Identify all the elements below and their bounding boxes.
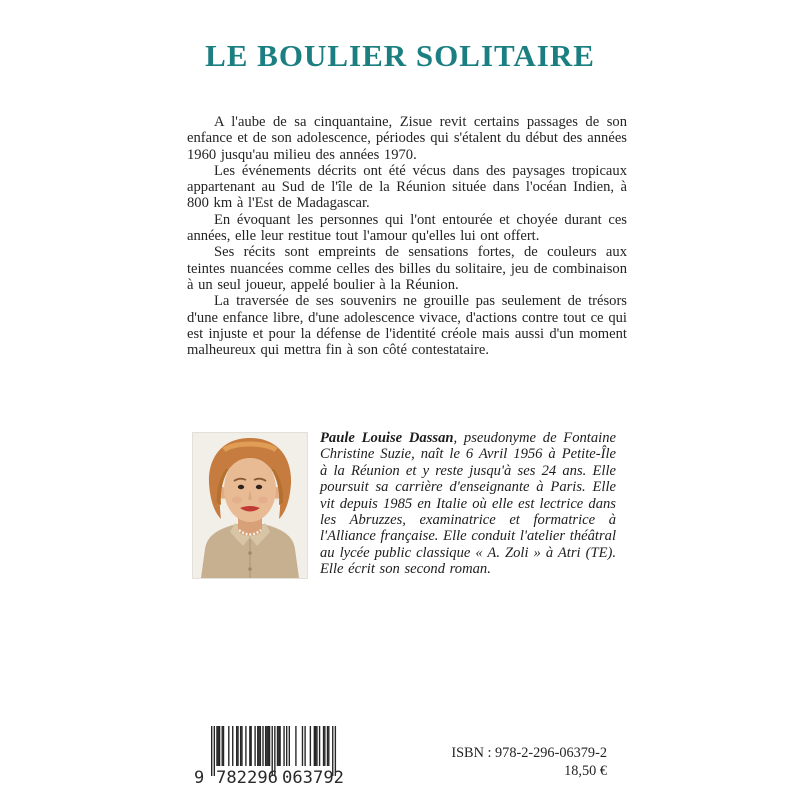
author-name: Paule Louise Dassan — [320, 430, 454, 446]
synopsis — [187, 114, 627, 358]
barcode-digit-first: 9 — [194, 768, 205, 786]
barcode — [194, 726, 364, 791]
book-title: LE BOULIER SOLITAIRE — [205, 38, 595, 73]
synopsis-paragraph: A l'aube de sa cinquantaine, Zisue revit certains passages de son enfance et de son adolescence, périodes qui s'étalent du début des années 1960 jusqu'au milieu des années 1970. — [187, 114, 627, 163]
isbn-block — [451, 745, 607, 780]
barcode-svg — [194, 726, 364, 786]
isbn-number: ISBN : 978-2-296-06379-2 — [451, 745, 607, 761]
synopsis-paragraph: En évoquant les personnes qui l'ont entourée et choyée durant ces années, elle leur restitue tout l'amour qu'elles lui ont offert. — [187, 211, 627, 245]
author-bio-text: , pseudonyme de Fontaine Christine Suzie, naît le 6 Avril 1956 à Petite-Île à la Réunion et y reste jusqu'à ses 24 ans. Elle poursuit sa carrière d'enseignante à Paris. Elle vit depuis 1985 en Italie où elle est lectrice dans les Abruzzes, examinatrice et formatrice à l'Alliance française. Elle conduit l'atelier théâtral au lycée public classique « A. Zoli » à Atri (TE). Elle écrit son second roman. — [320, 430, 616, 578]
author-portrait-graphic — [193, 433, 307, 578]
price: 18,50 € — [564, 762, 607, 779]
author-photo — [193, 433, 307, 578]
synopsis-paragraph: Ses récits sont empreints de sensations fortes, de couleurs aux teintes nuancées comme celles des billes du solitaire, jeu de combinaison à un seul joueur, appelé boulier à la Réunion. — [187, 244, 627, 293]
barcode-digits-left: 782296 — [216, 768, 278, 786]
synopsis-paragraph: Les événements décrits ont été vécus dans des paysages tropicaux appartenant au Sud de l'île de la Réunion située dans l'océan Indien, à 800 km à l'Est de Madagascar. — [187, 162, 627, 212]
author-bio — [320, 430, 616, 578]
barcode-digits-right: 063792 — [282, 768, 344, 786]
synopsis-paragraph: La traversée de ses souvenirs ne grouille pas seulement de trésors d'une enfance libre, d'une adolescence vivace, d'actions contre tout ce qui est injuste et pour la défense de l'identité créole mais aussi d'un moment malheureux qui mettra fin à son côté contestataire. — [187, 293, 627, 359]
